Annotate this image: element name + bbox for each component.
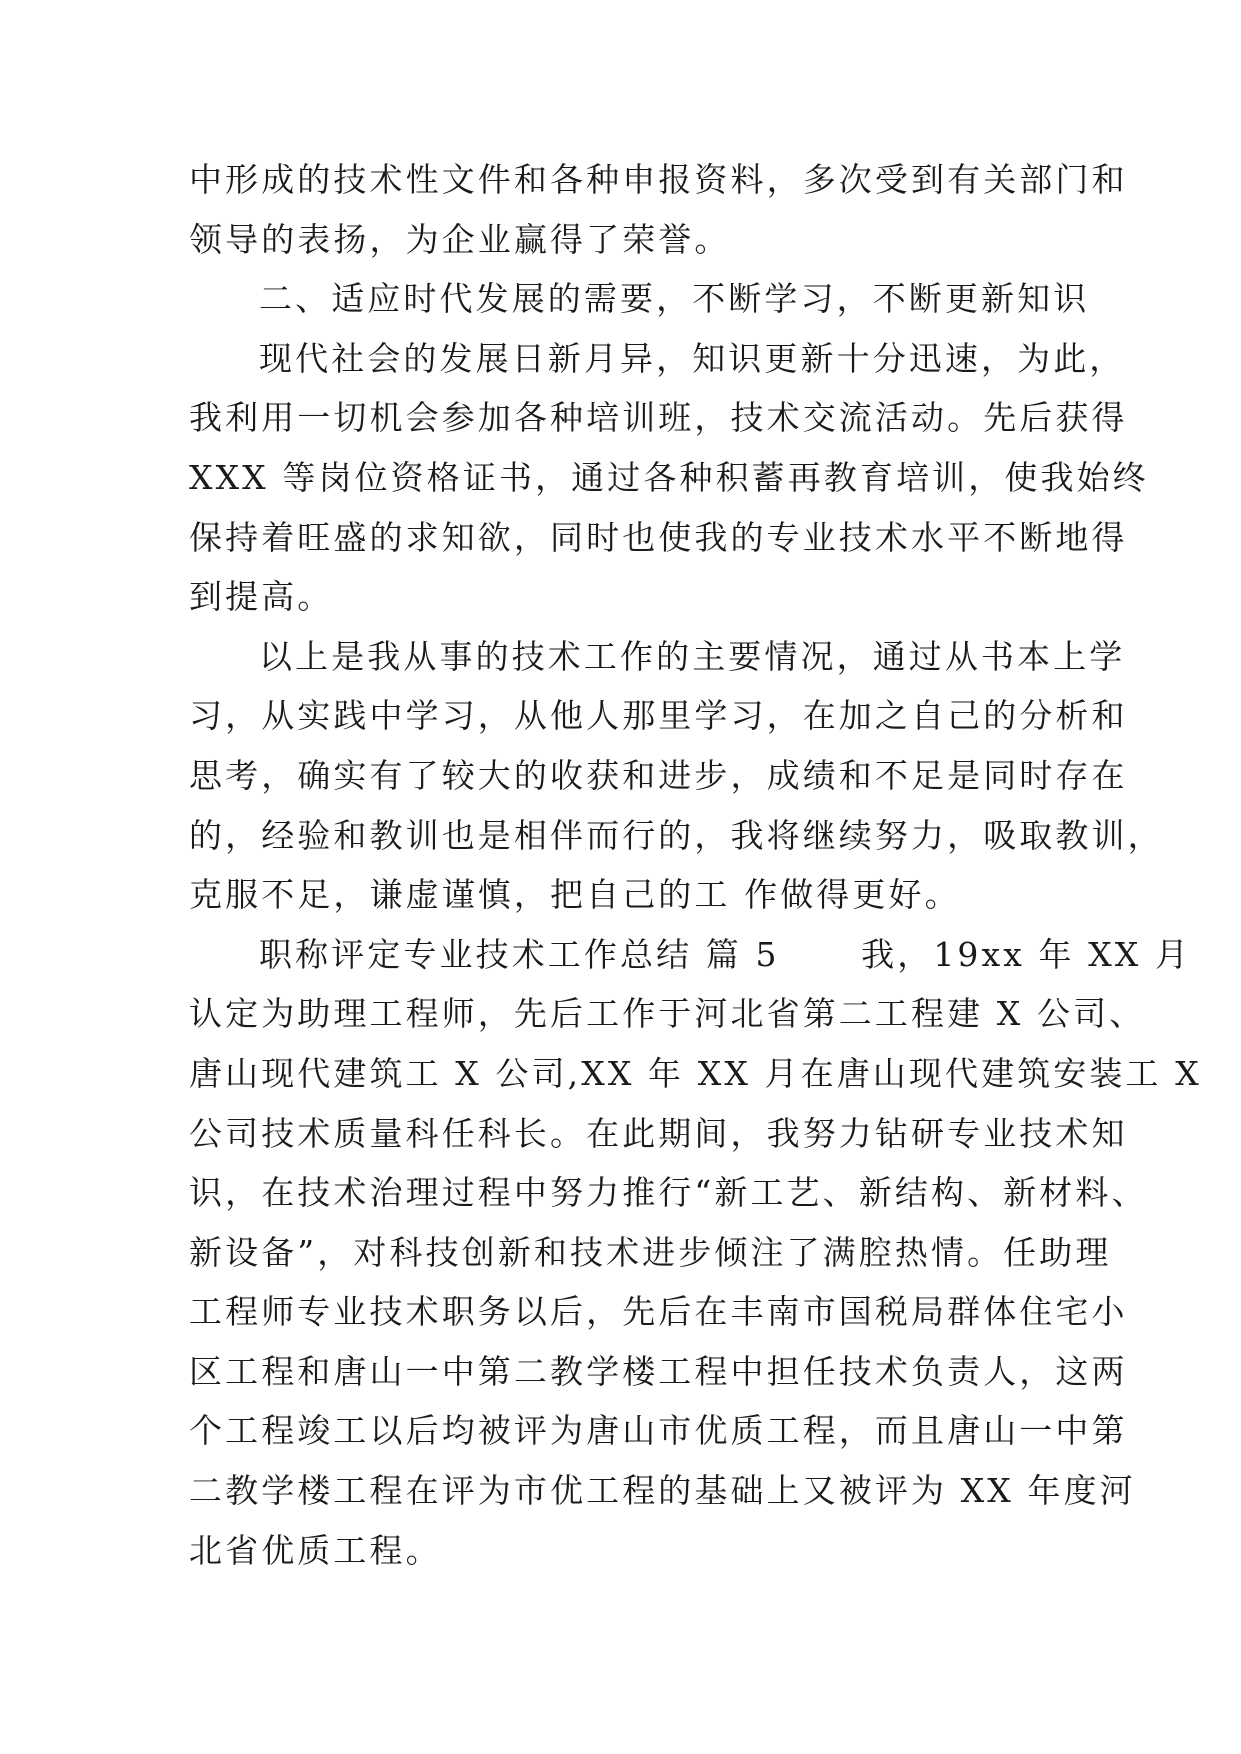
text-line: 领导的表扬，为企业赢得了荣誉。	[189, 219, 731, 259]
text-line: 二教学楼工程在评为市优工程的基础上又被评为 XX 年度河	[189, 1471, 1136, 1511]
text-line: 识，在技术治理过程中努力推行“新工艺、新结构、新材料、	[189, 1173, 1148, 1213]
text-line: 我利用一切机会参加各种培训班，技术交流活动。先后获得	[189, 398, 1128, 438]
document-body	[189, 150, 1202, 1580]
text-line: 区工程和唐山一中第二教学楼工程中担任技术负责人，这两	[189, 1351, 1128, 1391]
text-line: 中形成的技术性文件和各种申报资料，多次受到有关部门和	[189, 160, 1128, 199]
text-line: 北省优质工程。	[189, 1530, 442, 1570]
text-line: 认定为助理工程师，先后工作于河北省第二工程建 X 公司、	[189, 994, 1146, 1034]
article-title-line: 职称评定专业技术工作总结 篇 5 我，19xx 年 XX 月	[259, 934, 1192, 974]
text-line: 以上是我从事的技术工作的主要情况，通过从书本上学	[259, 636, 1126, 676]
text-line: 现代社会的发展日新月异，知识更新十分迅速，为此，	[259, 338, 1126, 378]
text-line: 保持着旺盛的求知欲，同时也使我的专业技术水平不断地得	[189, 517, 1128, 557]
text-line: 到提高。	[189, 577, 334, 617]
text-line: 克服不足，谦虚谨慎，把自己的工 作做得更好。	[189, 875, 961, 915]
text-line: 工程师专业技术职务以后，先后在丰南市国税局群体住宅小	[189, 1292, 1128, 1332]
text-line: 新设备”，对科技创新和技术进步倾注了满腔热情。任助理	[189, 1232, 1112, 1272]
text-line: 个工程竣工以后均被评为唐山市优质工程，而且唐山一中第	[189, 1411, 1128, 1451]
text-line: 的，经验和教训也是相伴而行的，我将继续努力，吸取教训，	[189, 815, 1164, 855]
text-line: XXX 等岗位资格证书，通过各种积蓄再教育培训，使我始终	[189, 457, 1149, 497]
text-line: 思考，确实有了较大的收获和进步，成绩和不足是同时存在	[189, 755, 1128, 795]
text-line: 习，从实践中学习，从他人那里学习，在加之自己的分析和	[189, 696, 1128, 736]
section-heading: 二、适应时代发展的需要，不断学习，不断更新知识	[259, 279, 1090, 319]
text-line: 唐山现代建筑工 X 公司,XX 年 XX 月在唐山现代建筑安装工 X	[189, 1053, 1202, 1093]
text-line: 公司技术质量科任科长。在此期间，我努力钻研专业技术知	[189, 1113, 1128, 1153]
